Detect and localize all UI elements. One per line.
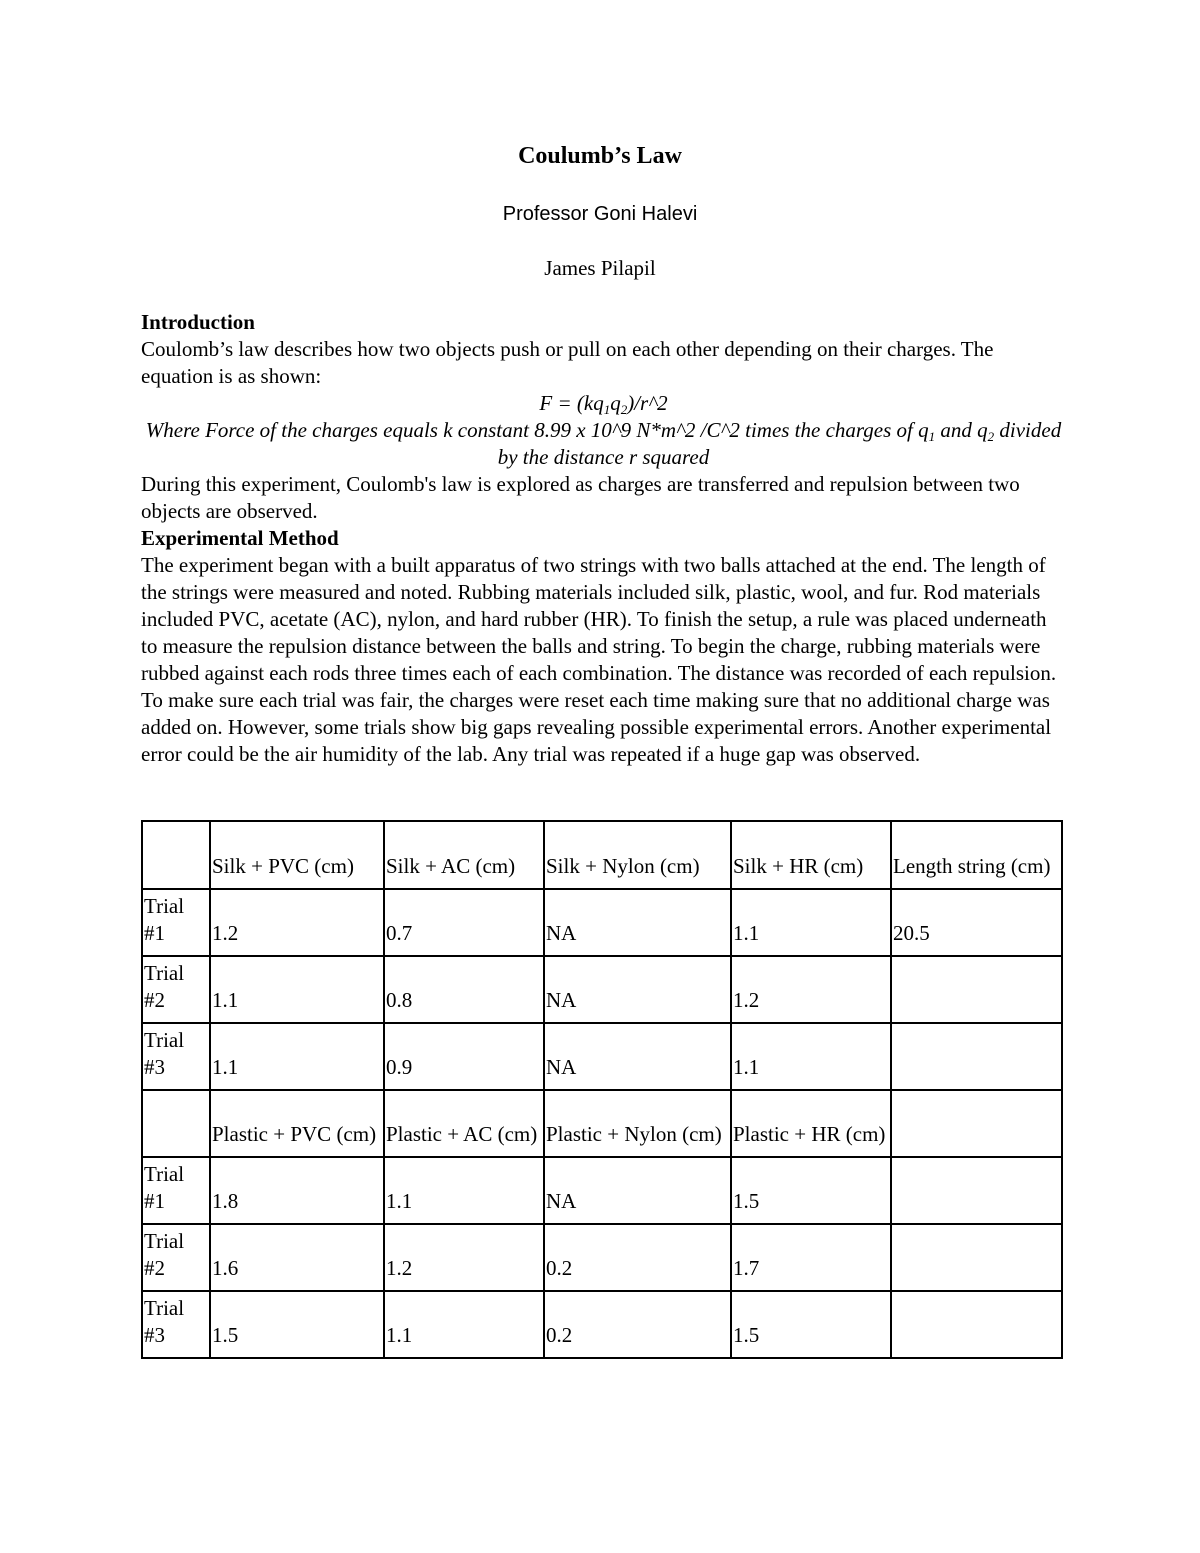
explanation-part-c: divided by the distance r squared	[497, 418, 1062, 469]
table-cell: Trial #1	[142, 889, 210, 956]
table-cell: 0.2	[544, 1224, 731, 1291]
table-header-cell: Plastic + PVC (cm)	[210, 1090, 384, 1157]
introduction-heading: Introduction	[141, 310, 255, 334]
table-header-cell: Silk + PVC (cm)	[210, 821, 384, 889]
explanation-part-b: and q	[935, 418, 988, 442]
professor-name: Professor Goni Halevi	[502, 203, 698, 225]
table-cell	[891, 956, 1062, 1023]
table-cell: 20.5	[891, 889, 1062, 956]
table-row	[142, 1291, 1062, 1358]
table-header-cell	[891, 1090, 1062, 1157]
equation-subscript-2: 2	[620, 402, 628, 417]
table-cell: 1.2	[384, 1224, 544, 1291]
table-cell: Trial #2	[142, 1224, 210, 1291]
equation-part-b: q	[610, 391, 621, 415]
table-cell: 1.7	[731, 1224, 891, 1291]
table-cell: NA	[544, 1023, 731, 1090]
explanation-subscript-1: 1	[928, 429, 936, 444]
table-cell: NA	[544, 956, 731, 1023]
method-paragraph: The experiment began with a built apparatus of two strings with two balls attached at the end. The length of the strings were measured and noted. Rubbing materials included silk, plastic, wool, and fur. Rod materials included PVC, acetate (AC), nylon, and hard rubber (HR). To finish the setup, a rule was placed underneath to measure the repulsion distance between the balls and string. To begin the charge, rubbing materials were rubbed against each rods three times each of each combination. The distance was recorded of each repulsion. To make sure each trial was fair, the charges were reset each time making sure that no additional charge was added on. However, some trials show big gaps revealing possible experimental errors. Another experimental error could be the air humidity of the lab. Any trial was repeated if a huge gap was observed.	[141, 553, 1057, 766]
table-cell: Trial #1	[142, 1157, 210, 1224]
table-cell: 1.1	[210, 1023, 384, 1090]
body-text	[141, 309, 1066, 768]
table-cell: 1.5	[210, 1291, 384, 1358]
explanation-part-a: Where Force of the charges equals k constant 8.99 x 10^9 N*m^2 /C^2 times the charges of q	[145, 418, 929, 442]
table-cell: 0.8	[384, 956, 544, 1023]
author-name: James Pilapil	[544, 256, 656, 280]
equation-part-c: )/r^2	[627, 391, 668, 415]
introduction-paragraph: Coulomb’s law describes how two objects push or pull on each other depending on their charges. The equation is as shown:	[141, 337, 994, 388]
table-cell: Trial #3	[142, 1291, 210, 1358]
table-cell: 1.8	[210, 1157, 384, 1224]
table-header-cell: Plastic + Nylon (cm)	[544, 1090, 731, 1157]
table-cell: 1.1	[384, 1291, 544, 1358]
table-header-cell	[142, 1090, 210, 1157]
table-row	[142, 956, 1062, 1023]
table-cell: 1.1	[731, 1023, 891, 1090]
table-cell	[891, 1157, 1062, 1224]
equation-subscript-1: 1	[603, 402, 611, 417]
method-heading: Experimental Method	[141, 526, 339, 550]
table-header-cell: Silk + Nylon (cm)	[544, 821, 731, 889]
table-cell: 1.6	[210, 1224, 384, 1291]
equation-explanation	[141, 417, 1066, 471]
document-title: Coulumb’s Law	[518, 143, 682, 169]
table-row	[142, 1157, 1062, 1224]
table-cell: Trial #3	[142, 1023, 210, 1090]
table-cell: 1.5	[731, 1291, 891, 1358]
table-cell: 0.2	[544, 1291, 731, 1358]
table-header-cell	[142, 821, 210, 889]
table-cell: 1.2	[731, 956, 891, 1023]
table-cell	[891, 1224, 1062, 1291]
table-cell: 0.9	[384, 1023, 544, 1090]
table-row	[142, 1224, 1062, 1291]
table-cell: 1.1	[210, 956, 384, 1023]
table-cell: 1.1	[384, 1157, 544, 1224]
table-cell: Trial #2	[142, 956, 210, 1023]
table-row	[142, 889, 1062, 956]
table-cell: 1.5	[731, 1157, 891, 1224]
table-cell: 1.2	[210, 889, 384, 956]
table-cell: 1.1	[731, 889, 891, 956]
table-header-cell: Plastic + HR (cm)	[731, 1090, 891, 1157]
table-cell	[891, 1291, 1062, 1358]
table-header-row	[142, 821, 1062, 889]
results-table	[141, 820, 1063, 1359]
table-header-cell: Length string (cm)	[891, 821, 1062, 889]
table-cell: 0.7	[384, 889, 544, 956]
coulomb-equation	[141, 390, 1066, 417]
table-row	[142, 1023, 1062, 1090]
table-header-cell: Silk + AC (cm)	[384, 821, 544, 889]
table-header-cell: Silk + HR (cm)	[731, 821, 891, 889]
explanation-subscript-2: 2	[987, 429, 995, 444]
table-cell	[891, 1023, 1062, 1090]
experiment-summary-paragraph: During this experiment, Coulomb's law is explored as charges are transferred and repulsion between two objects are observed.	[141, 472, 1020, 523]
table-header-cell: Plastic + AC (cm)	[384, 1090, 544, 1157]
table-cell: NA	[544, 1157, 731, 1224]
table-subheader-row	[142, 1090, 1062, 1157]
table-cell: NA	[544, 889, 731, 956]
equation-part-a: F = (kq	[539, 391, 604, 415]
